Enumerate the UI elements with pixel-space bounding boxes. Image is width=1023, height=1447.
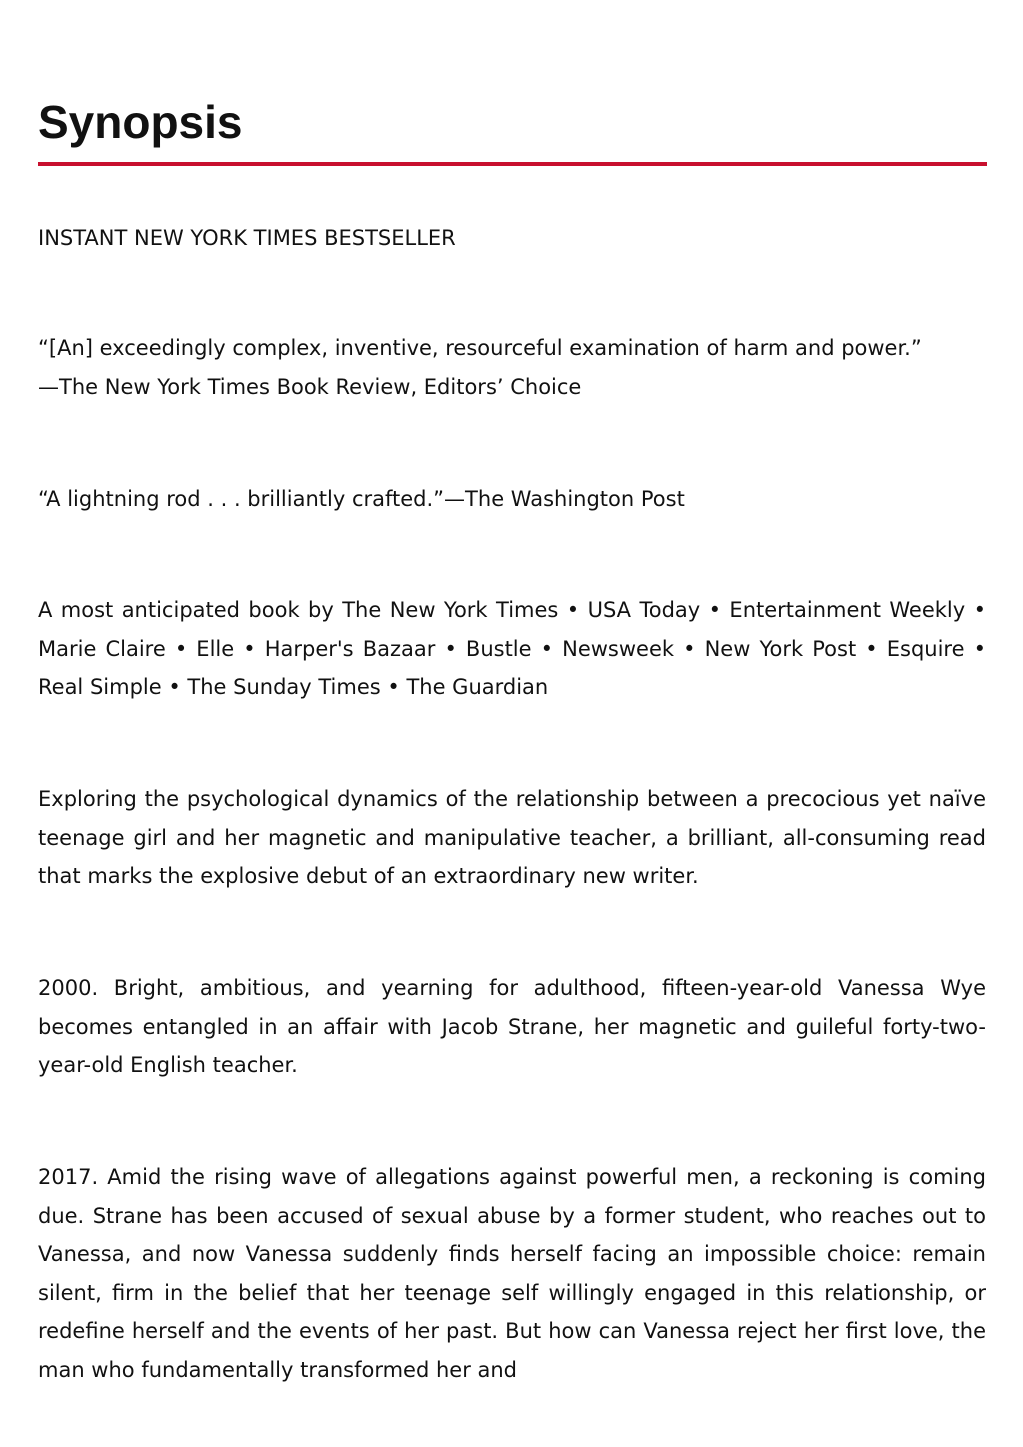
title-underline-divider xyxy=(38,162,987,166)
synopsis-intro-paragraph: Exploring the psychological dynamics of the relationship between a precocious yet naïve teenage girl and her magnetic and manipulative teacher, a brilliant, all-consuming read that marks the explosive debut of an extraordinary new writer. xyxy=(38,787,986,889)
review-quote-nyt-attribution: —The New York Times Book Review, Editors’ Choice xyxy=(38,374,582,399)
review-quote-nyt xyxy=(38,329,986,406)
page-title: Synopsis xyxy=(38,96,243,148)
synopsis-2017-paragraph: 2017. Amid the rising wave of allegations against powerful men, a reckoning is coming due. Strane has been accused of sexual abuse by a former student, who reaches out to Vanessa, and now Vanessa suddenly finds herself facing an impossible choice: remain silent, firm in the belief that her teenage self willingly engaged in this relationship, or redefine herself and the events of her past. But how can Vanessa reject her first love, the man who fundamentally transformed her and xyxy=(38,1165,986,1382)
review-quote-washington-post: “A lightning rod . . . brilliantly crafted.”—The Washington Post xyxy=(38,487,685,511)
review-quote-nyt-text: “[An] exceedingly complex, inventive, resourceful examination of harm and power.” xyxy=(38,336,922,360)
anticipated-list-paragraph: A most anticipated book by The New York Times • USA Today • Entertainment Weekly • Marie Claire • Elle • Harper's Bazaar • Bustle • Newsweek • New York Post • Esquire • Real Simple • The Sunday Times • The Guardian xyxy=(38,598,986,700)
synopsis-2000-paragraph: 2000. Bright, ambitious, and yearning for adulthood, fifteen-year-old Vanessa Wye becomes entangled in an affair with Jacob Strane, her magnetic and guileful forty-two-year-old English teacher. xyxy=(38,976,986,1078)
bestseller-line: INSTANT NEW YORK TIMES BESTSELLER xyxy=(38,226,456,250)
